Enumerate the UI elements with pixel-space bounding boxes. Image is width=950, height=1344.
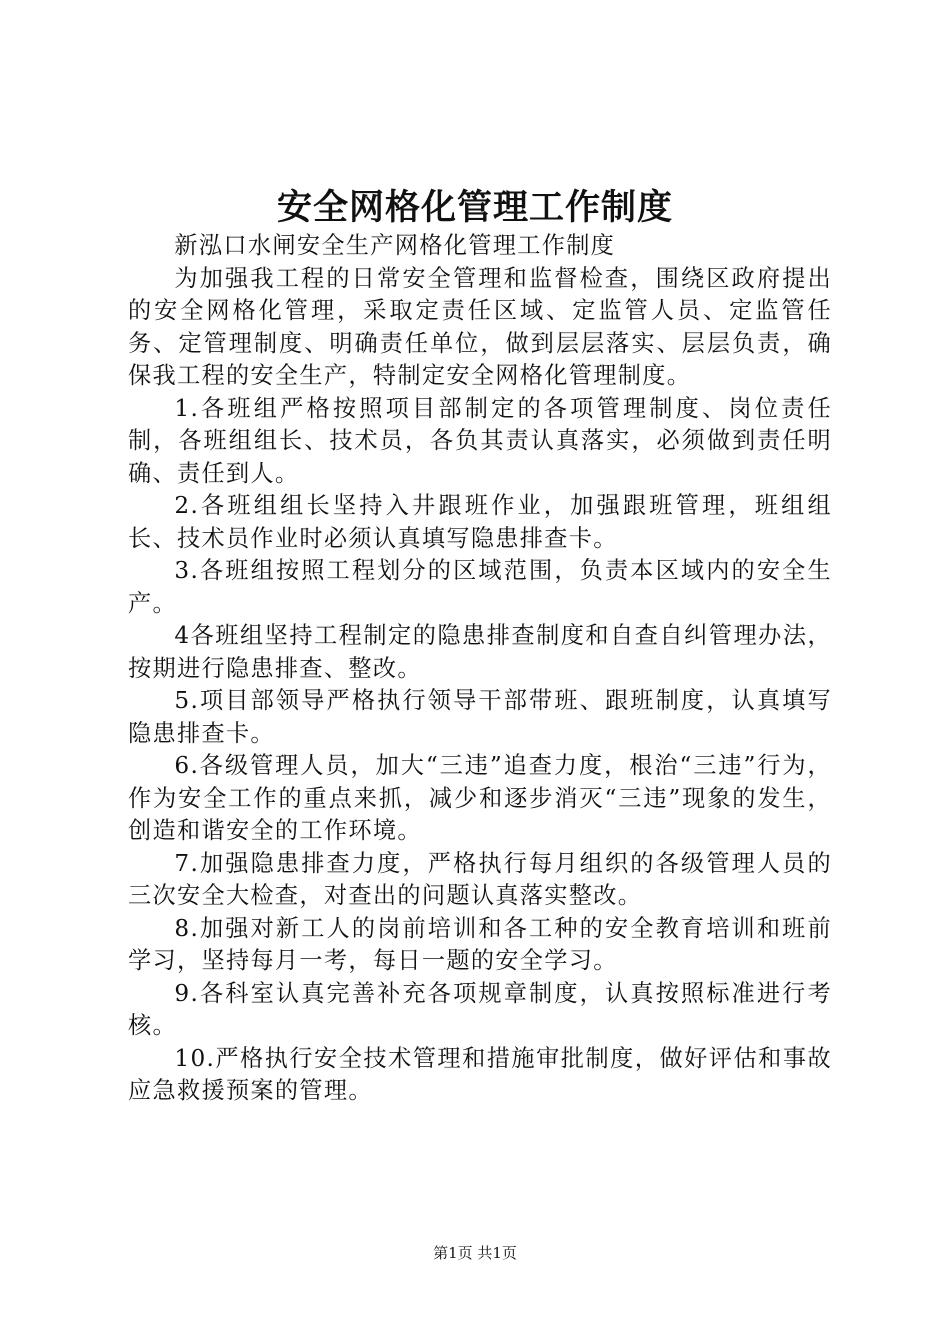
document-title: 安全网格化管理工作制度 — [276, 187, 673, 228]
paragraph-item-2: 2.各班组组长坚持入井跟班作业，加强跟班管理，班组组长、技术员作业时必须认真填写隐患排查卡。 — [128, 492, 832, 552]
paragraph-item-3: 3.各班组按照工程划分的区域范围，负责本区域内的安全生产。 — [128, 557, 832, 617]
paragraph-item-1: 1.各班组严格按照项目部制定的各项管理制度、岗位责任制，各班组组长、技术员，各负其责认真落实，必须做到责任明确、责任到人。 — [128, 394, 832, 487]
page-footer: 第1页 共1页 — [433, 1244, 517, 1262]
paragraph-item-6: 6.各级管理人员，加大“三违”追查力度，根治“三违”行为，作为安全工作的重点来抓，减少和逐步消灭“三违”现象的发生，创造和谐安全的工作环境。 — [128, 752, 832, 844]
paragraph-item-10: 10.严格执行安全技术管理和措施审批制度，做好评估和事故应急救援预案的管理。 — [128, 1044, 832, 1104]
paragraph-item-9: 9.各科室认真完善补充各项规章制度，认真按照标准进行考核。 — [128, 979, 832, 1039]
document-body — [128, 230, 832, 1108]
paragraph-intro: 为加强我工程的日常安全管理和监督检查，围绕区政府提出的安全网格化管理，采取定责任区域、定监管人员、定监管任务、定管理制度、明确责任单位，做到层层落实、层层负责，确保我工程的安全生产，特制定安全网格化管理制度。 — [128, 264, 832, 389]
paragraph-item-8: 8.加强对新工人的岗前培训和各工种的安全教育培训和班前学习，坚持每月一考，每日一题的安全学习。 — [128, 914, 832, 974]
paragraph-item-5: 5.项目部领导严格执行领导干部带班、跟班制度，认真填写隐患排查卡。 — [128, 687, 832, 747]
paragraph-subtitle: 新泓口水闸安全生产网格化管理工作制度 — [174, 232, 616, 259]
paragraph-item-7: 7.加强隐患排查力度，严格执行每月组织的各级管理人员的三次安全大检查，对查出的问题认真落实整改。 — [128, 849, 832, 909]
paragraph-item-4: 4各班组坚持工程制定的隐患排查制度和自查自纠管理办法，按期进行隐患排查、整改。 — [128, 622, 832, 682]
